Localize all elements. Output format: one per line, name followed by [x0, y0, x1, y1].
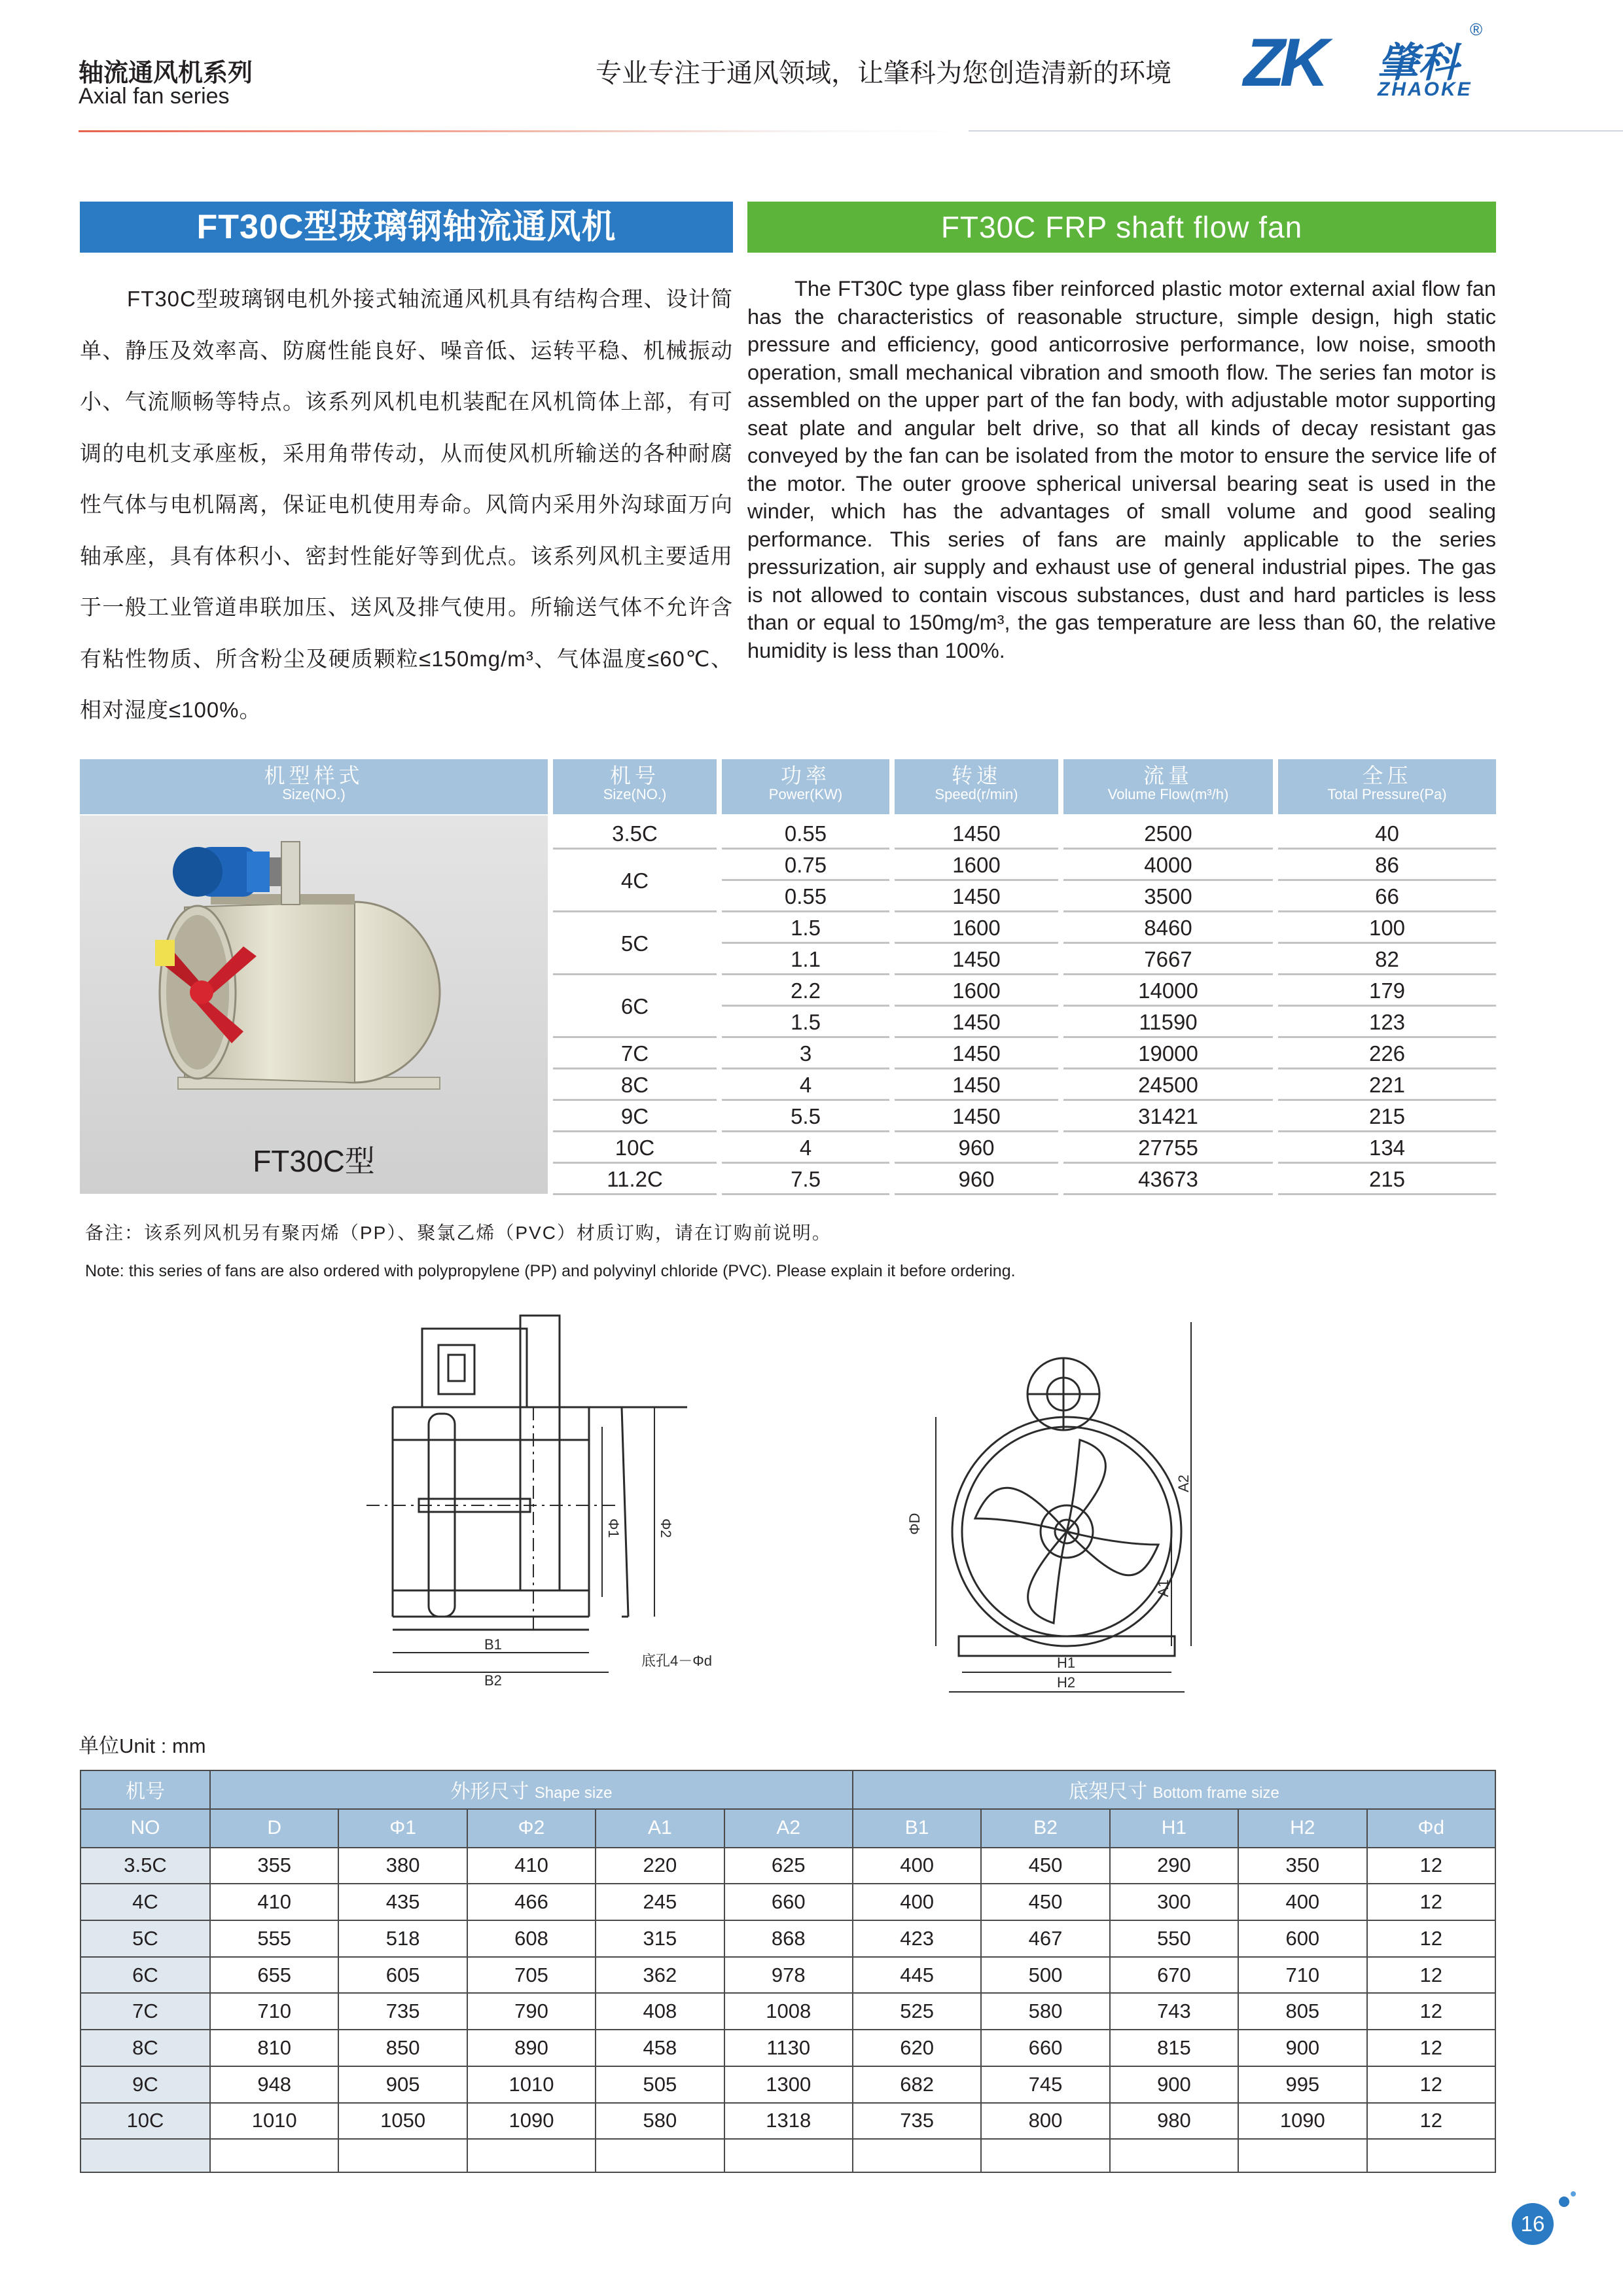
intro-text-cn: FT30C型玻璃钢电机外接式轴流通风机具有结构合理、设计简单、静压及效率高、防腐性能良好、噪音低、运转平稳、机械振动小、气流顺畅等特点。该系列风机电机装配在风机筒体上部，有可调的电机支承座板，采用角带传动，从而使风机所输送的各种耐腐性气体与电机隔离，保证电机使用寿命。风筒内采用外沟球面万向轴承座，具有体积小、密封性能好等到优点。该系列风机主要适用于一般工业管道串联加压、送风及排气使用。所输送气体不允许含有粘性物质、所含粉尘及硬质颗粒≤150mg/m³、气体温度≤60℃、相对湿度≤100%。	[80, 287, 733, 722]
spec-cell: 960	[958, 1167, 995, 1191]
spec-cell: 1450	[952, 1010, 1001, 1034]
dim-column-header: H2	[1238, 1809, 1366, 1848]
spec-cell: 1600	[952, 916, 1001, 940]
dim-cell: 670	[1110, 1957, 1238, 1994]
header-divider-right	[969, 130, 1623, 132]
dim-row-no: 3.5C	[80, 1848, 210, 1884]
spec-cell: 1.1	[791, 947, 821, 971]
spec-cell: 66	[1375, 884, 1399, 908]
dim-cell: 660	[981, 2030, 1109, 2066]
dim-cell: 608	[467, 1920, 596, 1957]
dim-table-row	[80, 2030, 1495, 2066]
dim-cell: 410	[210, 1884, 338, 1920]
dim-cell: 12	[1367, 1993, 1495, 2030]
dim-cell: 350	[1238, 1848, 1366, 1884]
dim-table-row	[80, 1848, 1495, 1884]
spec-header-pressure-cn: 全压	[1362, 764, 1412, 787]
spec-header-model-en: Size(NO.)	[282, 786, 346, 802]
dim-cell: 12	[1367, 1920, 1495, 1957]
spec-cell: 2.2	[791, 978, 821, 1003]
label-a1: A1	[1155, 1579, 1171, 1597]
dim-empty-cell	[338, 2139, 467, 2172]
spec-cell: 3500	[1144, 884, 1192, 908]
dim-row-no: 6C	[80, 1957, 210, 1994]
dim-cell: 655	[210, 1957, 338, 1994]
spec-cell: 0.75	[784, 853, 827, 877]
dim-cell: 735	[853, 2103, 981, 2140]
dim-cell: 423	[853, 1920, 981, 1957]
slogan: 专业专注于通风领域，让肇科为您创造清新的环境	[596, 59, 1171, 88]
dim-cell: 1010	[467, 2066, 596, 2103]
dim-empty-cell	[1110, 2139, 1238, 2172]
product-title-en: FT30C FRP shaft flow fan	[747, 202, 1496, 253]
spec-cell: 27755	[1138, 1136, 1198, 1160]
spec-cell: 11590	[1139, 1010, 1198, 1034]
dim-column-header: A1	[596, 1809, 724, 1848]
dim-cell: 290	[1110, 1848, 1238, 1884]
dim-empty-cell	[853, 2139, 981, 2172]
dim-cell: 450	[981, 1848, 1109, 1884]
dim-cell: 995	[1238, 2066, 1366, 2103]
spec-cell: 0.55	[784, 884, 827, 908]
spec-cell: 179	[1368, 978, 1406, 1003]
spec-header-flow-en: Volume Flow(m³/h)	[1107, 786, 1229, 802]
spec-cell: 8460	[1144, 916, 1192, 940]
dim-cell: 400	[853, 1884, 981, 1920]
dim-empty-cell	[596, 2139, 724, 2172]
dim-row-no: 9C	[80, 2066, 210, 2103]
dim-cell: 743	[1110, 1993, 1238, 2030]
dim-cell: 948	[210, 2066, 338, 2103]
dim-cell: 735	[338, 1993, 467, 2030]
note-en: Note: this series of fans are also ordered with polypropylene (PP) and polyvinyl chloride (PVC). Please explain it before ordering.	[85, 1262, 1016, 1280]
dim-cell: 1050	[338, 2103, 467, 2140]
dim-empty-cell	[724, 2139, 853, 2172]
spec-cell: 31421	[1138, 1104, 1198, 1128]
dim-cell: 12	[1367, 2066, 1495, 2103]
spec-size-cell: 8C	[620, 1073, 649, 1097]
dim-empty-cell	[80, 2139, 210, 2172]
dim-column-header: H1	[1110, 1809, 1238, 1848]
spec-cell: 86	[1375, 853, 1399, 877]
spec-size-cell: 6C	[620, 994, 649, 1018]
spec-cell: 3	[799, 1041, 812, 1066]
spec-cell: 1450	[952, 821, 1001, 846]
spec-header-model-cn: 机型样式	[264, 764, 364, 787]
spec-header-speed	[895, 759, 1058, 814]
dim-header-shape-en: Shape size	[534, 1784, 613, 1803]
spec-row-divider	[722, 1193, 889, 1195]
label-h2: H2	[1057, 1674, 1076, 1691]
spec-header-power	[722, 759, 889, 814]
dim-cell: 555	[210, 1920, 338, 1957]
note-cn: 备注：该系列风机另有聚丙烯（PP）、聚氯乙烯（PVC）材质订购，请在订购前说明。	[85, 1223, 832, 1243]
dim-cell: 890	[467, 2030, 596, 2066]
spec-cell: 0.55	[784, 821, 827, 846]
spec-row-divider	[1063, 1193, 1273, 1195]
label-phi1: Φ1	[605, 1518, 622, 1538]
page-number: 16	[1512, 2203, 1554, 2245]
dim-cell: 12	[1367, 1848, 1495, 1884]
dim-cell: 300	[1110, 1884, 1238, 1920]
spec-cell: 5.5	[791, 1104, 821, 1128]
spec-header-flow-cn: 流量	[1143, 764, 1193, 787]
spec-row-divider	[1278, 1193, 1496, 1195]
dim-cell: 1090	[467, 2103, 596, 2140]
dim-column-header: Φ2	[467, 1809, 596, 1848]
dim-cell: 682	[853, 2066, 981, 2103]
dim-column-header: B1	[853, 1809, 981, 1848]
dimension-drawings	[366, 1309, 1204, 1702]
dim-cell: 505	[596, 2066, 724, 2103]
spec-header-flow	[1063, 759, 1273, 814]
dim-header-no-cn: 机号	[80, 1770, 210, 1809]
dim-empty-cell	[210, 2139, 338, 2172]
spec-cell: 1450	[952, 884, 1001, 908]
spec-cell: 1600	[952, 978, 1001, 1003]
label-phi2: Φ2	[658, 1518, 674, 1538]
dim-cell: 380	[338, 1848, 467, 1884]
dim-header-frame-cn: 底架尺寸	[1069, 1781, 1148, 1803]
spec-size-cell: 3.5C	[612, 821, 658, 846]
dim-empty-cell	[981, 2139, 1109, 2172]
spec-header-power-en: Power(KW)	[768, 786, 843, 802]
brand-logo	[1243, 18, 1483, 103]
dim-cell: 600	[1238, 1920, 1366, 1957]
dim-cell: 458	[596, 2030, 724, 2066]
spec-cell: 1450	[952, 1073, 1001, 1097]
dim-cell: 815	[1110, 2030, 1238, 2066]
dim-cell: 620	[853, 2030, 981, 2066]
spec-header-size	[553, 759, 717, 814]
spec-header-speed-cn: 转速	[951, 764, 1001, 787]
page-decoration-dot-small	[1571, 2191, 1576, 2197]
dim-cell: 400	[1238, 1884, 1366, 1920]
dim-table-empty-row	[80, 2139, 1495, 2172]
dim-cell: 408	[596, 1993, 724, 2030]
dim-row-no: 5C	[80, 1920, 210, 1957]
dim-cell: 868	[724, 1920, 853, 1957]
dim-cell: 580	[981, 1993, 1109, 2030]
dim-cell: 900	[1110, 2066, 1238, 2103]
spec-cell: 7.5	[791, 1167, 821, 1191]
dim-cell: 435	[338, 1884, 467, 1920]
spec-header-power-cn: 功率	[780, 764, 830, 787]
unit-label: 单位Unit : mm	[79, 1734, 206, 1757]
spec-header-pressure	[1278, 759, 1496, 814]
dim-cell: 518	[338, 1920, 467, 1957]
dim-cell: 362	[596, 1957, 724, 1994]
spec-size-cell: 11.2C	[607, 1167, 663, 1191]
dim-cell: 978	[724, 1957, 853, 1994]
dim-cell: 400	[853, 1848, 981, 1884]
spec-cell: 1450	[952, 1104, 1001, 1128]
dim-column-header: Φ1	[338, 1809, 467, 1848]
dim-cell: 1318	[724, 2103, 853, 2140]
spec-cell: 100	[1368, 916, 1406, 940]
spec-cell: 215	[1368, 1167, 1406, 1191]
dim-column-header: A2	[724, 1809, 853, 1848]
front-view-labels	[906, 1475, 1192, 1691]
dim-cell: 220	[596, 1848, 724, 1884]
dim-cell: 660	[724, 1884, 853, 1920]
label-hole: 底孔4－Φd	[641, 1653, 713, 1669]
dim-row-no: 4C	[80, 1884, 210, 1920]
spec-size-cell: 7C	[620, 1041, 649, 1066]
dim-header-shape-cn: 外形尺寸	[450, 1781, 529, 1803]
logo-text-cn: 肇科	[1378, 41, 1459, 86]
spec-header-model	[80, 759, 548, 814]
spec-cell: 215	[1368, 1104, 1406, 1128]
series-title-cn: 轴流通风机系列	[79, 60, 253, 87]
dim-cell: 745	[981, 2066, 1109, 2103]
spec-cell: 24500	[1138, 1073, 1198, 1097]
dim-cell: 12	[1367, 1884, 1495, 1920]
header-divider	[79, 130, 969, 132]
dim-cell: 790	[467, 1993, 596, 2030]
dim-row-no: 10C	[80, 2103, 210, 2140]
side-view-drawing	[366, 1316, 687, 1672]
dim-column-header: B2	[981, 1809, 1109, 1848]
spec-size-divider	[553, 1193, 717, 1195]
dim-row-no: 7C	[80, 1993, 210, 2030]
spec-cell: 1600	[952, 853, 1001, 877]
spec-size-cell: 5C	[620, 931, 649, 956]
dim-empty-cell	[1238, 2139, 1366, 2172]
side-view-labels	[484, 1518, 712, 1689]
dim-cell: 850	[338, 2030, 467, 2066]
dim-cell: 12	[1367, 2103, 1495, 2140]
label-a2: A2	[1175, 1475, 1192, 1492]
label-b2: B2	[484, 1672, 502, 1689]
dim-cell: 410	[467, 1848, 596, 1884]
dim-table-row	[80, 2066, 1495, 2103]
dim-cell: 580	[596, 2103, 724, 2140]
dim-cell: 1130	[724, 2030, 853, 2066]
dim-cell: 1010	[210, 2103, 338, 2140]
spec-cell: 4	[799, 1136, 812, 1160]
dim-table-row	[80, 2103, 1495, 2140]
dim-cell: 810	[210, 2030, 338, 2066]
label-h1: H1	[1057, 1655, 1076, 1671]
dim-cell: 710	[210, 1993, 338, 2030]
dim-cell: 500	[981, 1957, 1109, 1994]
spec-cell: 134	[1368, 1136, 1406, 1160]
spec-cell: 123	[1368, 1010, 1406, 1034]
spec-cell: 2500	[1144, 821, 1192, 846]
spec-cell: 1.5	[791, 916, 821, 940]
dim-cell: 445	[853, 1957, 981, 1994]
spec-cell: 960	[958, 1136, 995, 1160]
dim-table-row	[80, 1957, 1495, 1994]
dim-cell: 315	[596, 1920, 724, 1957]
dim-cell: 550	[1110, 1920, 1238, 1957]
dim-empty-cell	[1367, 2139, 1495, 2172]
spec-cell: 82	[1375, 947, 1399, 971]
spec-cell: 4000	[1144, 853, 1192, 877]
dim-column-header: NO	[80, 1809, 210, 1848]
series-title-en: Axial fan series	[79, 84, 230, 109]
spec-cell: 43673	[1138, 1167, 1198, 1191]
dim-empty-cell	[467, 2139, 596, 2172]
dimension-table	[80, 1770, 1496, 2173]
dim-cell: 1300	[724, 2066, 853, 2103]
spec-cell: 1450	[952, 947, 1001, 971]
spec-cell: 1.5	[791, 1010, 821, 1034]
dim-group-header-row	[80, 1770, 1495, 1809]
dim-cell: 805	[1238, 1993, 1366, 2030]
dim-table-row	[80, 1884, 1495, 1920]
dim-cell: 245	[596, 1884, 724, 1920]
dim-header-frame	[853, 1770, 1495, 1809]
spec-size-cell: 4C	[620, 869, 649, 893]
dim-table-row	[80, 1993, 1495, 2030]
spec-header-size-cn: 机号	[609, 764, 660, 787]
logo-text-en: ZHAOKE	[1378, 79, 1472, 100]
dim-cell: 1090	[1238, 2103, 1366, 2140]
label-b1: B1	[484, 1636, 502, 1653]
dim-cell: 525	[853, 1993, 981, 2030]
spec-cell: 226	[1368, 1041, 1406, 1066]
dim-cell: 605	[338, 1957, 467, 1994]
dim-cell: 900	[1238, 2030, 1366, 2066]
spec-cell: 4	[799, 1073, 812, 1097]
dim-cell: 466	[467, 1884, 596, 1920]
dim-cell: 450	[981, 1884, 1109, 1920]
spec-size-cell: 10C	[615, 1136, 655, 1160]
registered-mark: ®	[1470, 20, 1483, 39]
spec-cell: 40	[1375, 821, 1399, 846]
intro-text-en: The FT30C type glass fiber reinforced plastic motor external axial flow fan has the characteristics of reasonable structure, simple design, high static pressure and efficiency, good anticorrosive performance, low noise, smooth operation, small mechanical vibration and smooth flow. The series fan motor is assembled on the upper part of the fan body, with adjustable motor supporting seat plate and angular belt drive, so that all kinds of decay resistant gas conveyed by the fan can be isolated from the motor to ensure the service life of the motor. The outer groove spherical universal bearing seat is used in the winder, which has the advantages of small volume and good sealing performance. This series of fans are mainly applicable to the series pressurization, air supply and exhaust use of general industrial pipes. The gas is not allowed to contain viscous substances, dust and hard particles is less than or equal to 150mg/m³, the gas temperature are less than 60, the relative humidity is less than 100%.	[747, 277, 1496, 662]
logo-mark: ZK	[1243, 25, 1324, 101]
page-decoration-dot	[1559, 2197, 1569, 2207]
spec-header-pressure-en: Total Pressure(Pa)	[1327, 786, 1447, 802]
spec-cell: 19000	[1138, 1041, 1198, 1066]
spec-cell: 14000	[1138, 978, 1198, 1003]
spec-cell: 221	[1368, 1073, 1406, 1097]
front-view-drawing	[936, 1322, 1191, 1692]
product-title-cn: FT30C型玻璃钢轴流通风机	[80, 202, 733, 253]
dim-column-header: Φd	[1367, 1809, 1495, 1848]
dim-cell: 800	[981, 2103, 1109, 2140]
dim-cell: 467	[981, 1920, 1109, 1957]
model-label: FT30C型	[253, 1144, 375, 1178]
dim-header-frame-en: Bottom frame size	[1152, 1784, 1279, 1803]
spec-cell: 1450	[952, 1041, 1001, 1066]
spec-header-size-en: Size(NO.)	[603, 786, 667, 802]
spec-row-divider	[895, 1193, 1058, 1195]
spec-size-cell: 9C	[620, 1104, 649, 1128]
dim-cell: 905	[338, 2066, 467, 2103]
spec-header-speed-en: Speed(r/min)	[935, 786, 1018, 802]
dim-header-shape	[210, 1770, 853, 1809]
label-phid: ΦD	[906, 1513, 923, 1535]
dim-row-no: 8C	[80, 2030, 210, 2066]
dim-cell: 710	[1238, 1957, 1366, 1994]
dim-cell: 12	[1367, 2030, 1495, 2066]
dim-column-header-row	[80, 1809, 1495, 1848]
dim-cell: 625	[724, 1848, 853, 1884]
spec-cell: 7667	[1144, 947, 1192, 971]
dim-cell: 980	[1110, 2103, 1238, 2140]
dim-column-header: D	[210, 1809, 338, 1848]
dim-cell: 705	[467, 1957, 596, 1994]
dim-cell: 12	[1367, 1957, 1495, 1994]
dim-cell: 355	[210, 1848, 338, 1884]
dim-cell: 1008	[724, 1993, 853, 2030]
dim-table-row	[80, 1920, 1495, 1957]
